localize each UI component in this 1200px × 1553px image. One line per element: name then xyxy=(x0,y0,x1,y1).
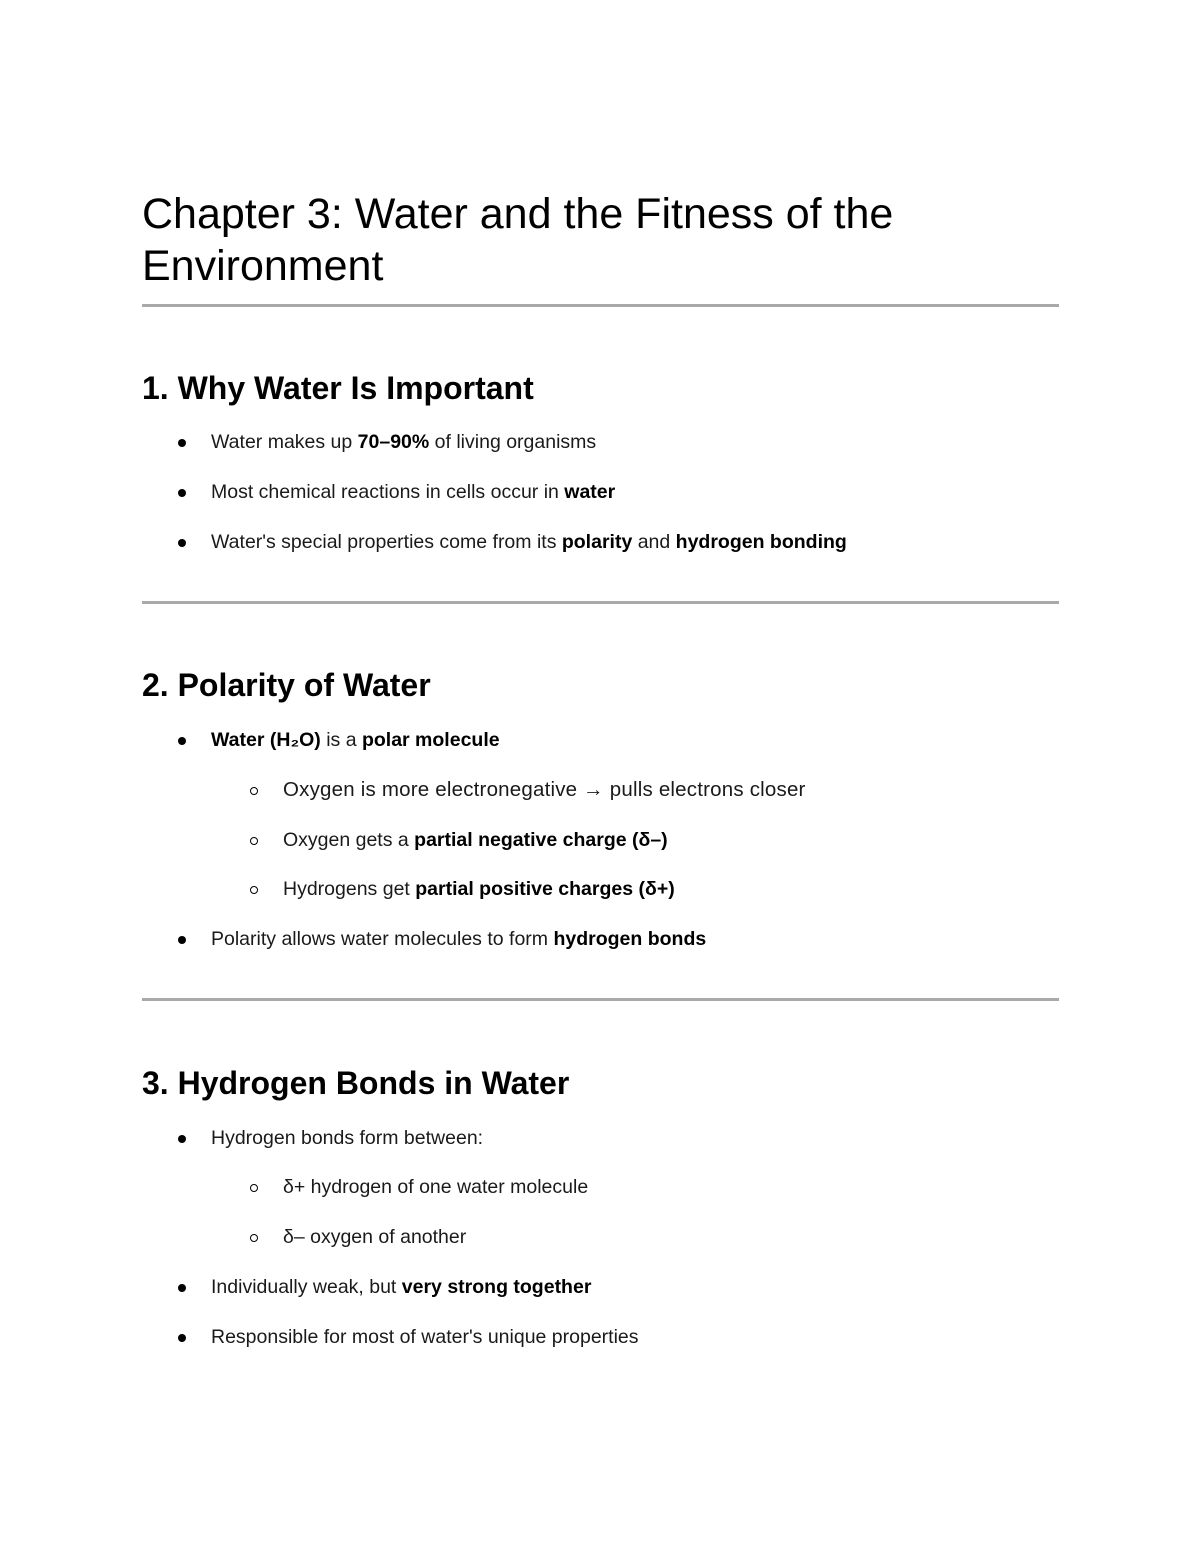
document-title: Chapter 3: Water and the Fitness of the Environment xyxy=(142,190,894,290)
section-divider xyxy=(142,998,1059,1001)
sub-list-item xyxy=(283,1175,588,1199)
item-text: Most chemical reactions in cells occur in xyxy=(211,481,565,503)
list-item xyxy=(211,430,596,454)
sub-list-item xyxy=(283,828,668,852)
item-text: Hydrogens get xyxy=(283,878,416,900)
section-heading-polarity-of-water: 2. Polarity of Water xyxy=(142,667,431,703)
item-emphasis: partial positive charges (δ+) xyxy=(415,878,675,900)
hollow-bullet-icon xyxy=(250,787,258,795)
item-emphasis: water xyxy=(564,481,616,503)
hollow-bullet-icon xyxy=(250,1234,258,1242)
item-emphasis: polarity xyxy=(561,531,633,553)
bullet-icon xyxy=(178,936,186,944)
list-item xyxy=(211,480,615,504)
item-text: Oxygen is more electronegative → pulls electrons closer xyxy=(283,778,806,801)
item-emphasis: very strong together xyxy=(401,1276,592,1298)
item-emphasis: partial negative charge (δ–) xyxy=(414,829,668,851)
bullet-icon xyxy=(178,439,186,447)
item-emphasis: hydrogen bonds xyxy=(553,928,707,950)
item-emphasis: hydrogen bonding xyxy=(675,531,847,553)
bullet-icon xyxy=(178,737,186,745)
item-text: Responsible for most of water's unique properties xyxy=(211,1326,639,1348)
item-text: δ– oxygen of another xyxy=(283,1226,467,1248)
bullet-icon xyxy=(178,1284,186,1292)
section-heading-why-water-important: 1. Why Water Is Important xyxy=(142,370,534,406)
section-heading-hydrogen-bonds: 3. Hydrogen Bonds in Water xyxy=(142,1065,570,1101)
item-text: Hydrogen bonds form between: xyxy=(211,1127,484,1149)
item-emphasis: 70–90% xyxy=(357,431,430,453)
list-item xyxy=(211,728,500,752)
list-item xyxy=(211,1275,591,1299)
item-emphasis: polar molecule xyxy=(361,729,500,751)
bullet-icon xyxy=(178,489,186,497)
item-text: and xyxy=(632,531,676,553)
item-text: δ+ hydrogen of one water molecule xyxy=(283,1176,589,1198)
sub-list-item xyxy=(283,877,675,901)
item-text: of living organisms xyxy=(429,431,597,453)
sub-list-item xyxy=(283,1225,466,1249)
sub-list-item xyxy=(283,778,806,802)
title-divider xyxy=(142,304,1059,307)
item-text: Water's special properties come from its xyxy=(211,531,562,553)
list-item xyxy=(211,530,847,554)
item-text: Polarity allows water molecules to form xyxy=(211,928,554,950)
item-text: Individually weak, but xyxy=(211,1276,402,1298)
section-divider xyxy=(142,601,1059,604)
item-emphasis: Water (H₂O) xyxy=(211,729,321,751)
hollow-bullet-icon xyxy=(250,837,258,845)
bullet-icon xyxy=(178,539,186,547)
bullet-icon xyxy=(178,1334,186,1342)
bullet-icon xyxy=(178,1135,186,1143)
item-text: Water makes up xyxy=(211,431,358,453)
item-text: Oxygen gets a xyxy=(283,829,415,851)
list-item xyxy=(211,927,706,951)
item-text: is a xyxy=(320,729,362,751)
list-item xyxy=(211,1126,483,1150)
list-item xyxy=(211,1325,639,1349)
hollow-bullet-icon xyxy=(250,1184,258,1192)
hollow-bullet-icon xyxy=(250,886,258,894)
